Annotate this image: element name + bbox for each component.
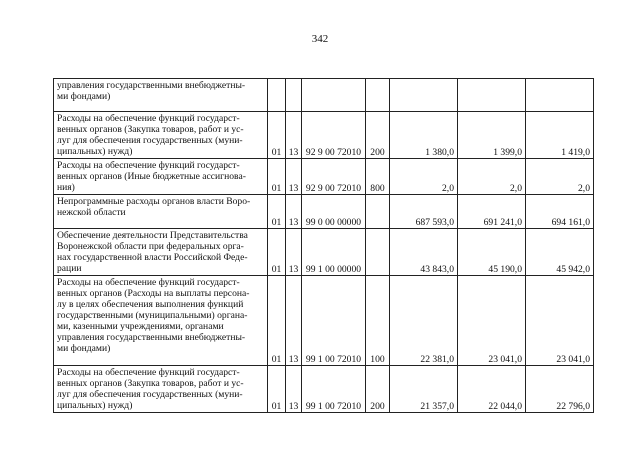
year2-amount-cell: 2,0 (458, 159, 526, 195)
rz-cell: 01 (268, 366, 286, 413)
table-row (54, 112, 594, 159)
csr-cell (302, 79, 366, 112)
row-name-cell: Расходы на обеспечение функций государст- венных органов (Иные бюджетные ассигнова- ния) (54, 159, 268, 195)
rz-cell: 01 (268, 195, 286, 229)
year3-amount-cell (526, 79, 594, 112)
page-number: 342 (311, 33, 329, 45)
rz-cell (268, 79, 286, 112)
year1-amount-cell: 21 357,0 (390, 366, 458, 413)
rz-cell: 01 (268, 276, 286, 366)
rz-cell: 01 (268, 159, 286, 195)
row-name-cell: Расходы на обеспечение функций государст- венных органов (Расходы на выплаты персона- лу в целях обеспечения выполнения функций государственными (муниципальными) органа- ми, казенными учреждениями, органами управления государственными внебюджетны- ми фондами) (54, 276, 268, 366)
csr-cell: 92 9 00 72010 (302, 112, 366, 159)
table-body (54, 79, 594, 413)
year3-amount-cell: 22 796,0 (526, 366, 594, 413)
year1-amount-cell: 22 381,0 (390, 276, 458, 366)
row-name-cell: Расходы на обеспечение функций государст- венных органов (Закупка товаров, работ и ус- луг для обеспечения государственных (муни- ципальных) нужд) (54, 366, 268, 413)
table-row (54, 195, 594, 229)
year3-amount-cell: 1 419,0 (526, 112, 594, 159)
csr-cell: 99 0 00 00000 (302, 195, 366, 229)
vr-cell: 100 (366, 276, 390, 366)
year2-amount-cell: 23 041,0 (458, 276, 526, 366)
row-name-cell: Обеспечение деятельности Представительства Воронежской области при федеральных орга- нах государственной власти Российской Феде- рации (54, 229, 268, 276)
year1-amount-cell: 1 380,0 (390, 112, 458, 159)
year2-amount-cell: 22 044,0 (458, 366, 526, 413)
table-row (54, 366, 594, 413)
pr-cell (286, 79, 302, 112)
row-name-cell: Непрограммные расходы органов власти Воро- нежской области (54, 195, 268, 229)
vr-cell: 200 (366, 366, 390, 413)
csr-cell: 99 1 00 72010 (302, 366, 366, 413)
rz-cell: 01 (268, 229, 286, 276)
csr-cell: 99 1 00 00000 (302, 229, 366, 276)
year1-amount-cell: 687 593,0 (390, 195, 458, 229)
table-row (54, 79, 594, 112)
budget-table (53, 78, 594, 413)
table-row (54, 159, 594, 195)
pr-cell: 13 (286, 159, 302, 195)
csr-cell: 99 1 00 72010 (302, 276, 366, 366)
rz-cell: 01 (268, 112, 286, 159)
year1-amount-cell (390, 79, 458, 112)
year1-amount-cell: 2,0 (390, 159, 458, 195)
pr-cell: 13 (286, 229, 302, 276)
year3-amount-cell: 23 041,0 (526, 276, 594, 366)
pr-cell: 13 (286, 195, 302, 229)
pr-cell: 13 (286, 276, 302, 366)
year2-amount-cell (458, 79, 526, 112)
year2-amount-cell: 1 399,0 (458, 112, 526, 159)
vr-cell: 800 (366, 159, 390, 195)
pr-cell: 13 (286, 112, 302, 159)
vr-cell (366, 195, 390, 229)
year3-amount-cell: 45 942,0 (526, 229, 594, 276)
year2-amount-cell: 691 241,0 (458, 195, 526, 229)
vr-cell (366, 229, 390, 276)
csr-cell: 92 9 00 72010 (302, 159, 366, 195)
vr-cell (366, 79, 390, 112)
year1-amount-cell: 43 843,0 (390, 229, 458, 276)
table-row (54, 229, 594, 276)
row-name-cell: Расходы на обеспечение функций государст- венных органов (Закупка товаров, работ и ус- луг для обеспечения государственных (муни- ципальных) нужд) (54, 112, 268, 159)
year3-amount-cell: 2,0 (526, 159, 594, 195)
table-row (54, 276, 594, 366)
vr-cell: 200 (366, 112, 390, 159)
pr-cell: 13 (286, 366, 302, 413)
year2-amount-cell: 45 190,0 (458, 229, 526, 276)
year3-amount-cell: 694 161,0 (526, 195, 594, 229)
row-name-cell: управления государственными внебюджетны- ми фондами) (54, 79, 268, 112)
